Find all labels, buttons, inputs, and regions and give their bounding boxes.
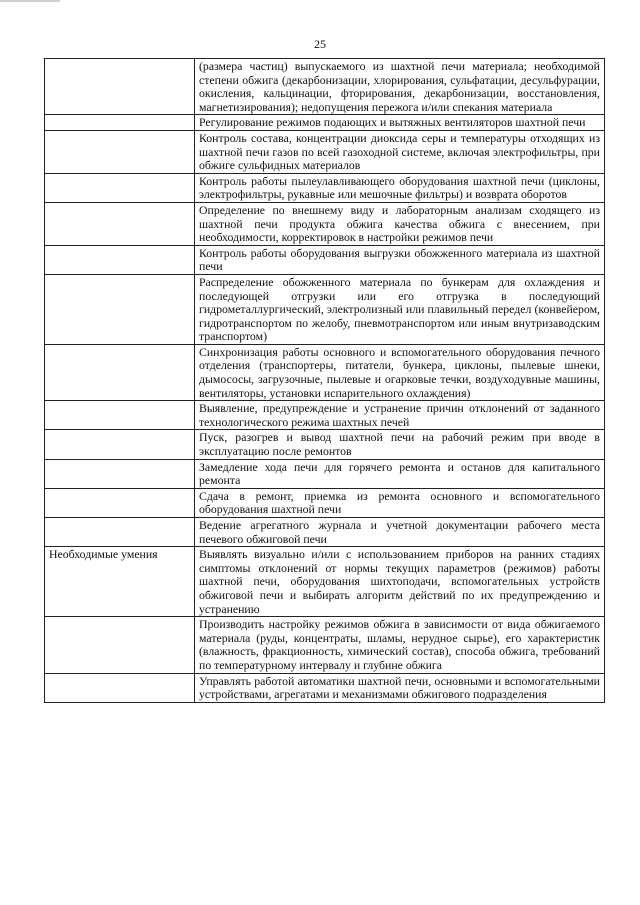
label-cell — [45, 245, 195, 274]
text-cell: Ведение агрегатного журнала и учетной документации рабочего места печевого обжиговой печи — [195, 518, 605, 547]
label-cell — [45, 115, 195, 131]
table-row — [45, 673, 605, 702]
table-row — [45, 130, 605, 173]
label-cell — [45, 59, 195, 115]
table-row — [45, 202, 605, 245]
label-cell — [45, 202, 195, 245]
table-row — [45, 274, 605, 344]
text-cell: Контроль работы оборудования выгрузки обожженного материала из шахтной печи — [195, 245, 605, 274]
table-row — [45, 488, 605, 517]
label-cell — [45, 430, 195, 459]
label-cell — [45, 488, 195, 517]
text-cell: Выявление, предупреждение и устранение причин отклонений от заданного технологического режима шахтных печей — [195, 401, 605, 430]
table-row — [45, 173, 605, 202]
text-cell: Сдача в ремонт, приемка из ремонта основного и вспомогательного оборудования шахтной печи — [195, 488, 605, 517]
label-cell — [45, 401, 195, 430]
competency-table — [44, 58, 605, 703]
scan-edge-mark — [0, 0, 60, 2]
table-row — [45, 430, 605, 459]
label-cell — [45, 173, 195, 202]
text-cell: Синхронизация работы основного и вспомогательного оборудования печного отделения (транспортеры, питатели, бункера, циклоны, пылевые шнеки, дымососы, загрузочные, пылевые и огарковые течки, воздуходувные машины, вентиляторы, установки испарительного охлаждения) — [195, 344, 605, 400]
text-cell: Управлять работой автоматики шахтной печи, основными и вспомогательными устройствами, агрегатами и механизмами обжигового подразделения — [195, 673, 605, 702]
text-cell: Регулирование режимов подающих и вытяжных вентиляторов шахтной печи — [195, 115, 605, 131]
table-row — [45, 401, 605, 430]
table-row — [45, 245, 605, 274]
table-row — [45, 459, 605, 488]
text-cell: Замедление хода печи для горячего ремонта и останов для капитального ремонта — [195, 459, 605, 488]
text-cell: Производить настройку режимов обжига в зависимости от вида обжигаемого материала (руды, концентраты, шламы, нерудное сырье), его характеристик (влажность, фракционность, химический состав), способа обжига, требований по температурному интервалу и глубине обжига — [195, 617, 605, 673]
label-cell — [45, 459, 195, 488]
text-cell: Контроль состава, концентрации диоксида серы и температуры отходящих из шахтной печи газов по всей газоходной системе, включая электрофильтры, при обжиге сульфидных материалов — [195, 130, 605, 173]
label-cell: Необходимые умения — [45, 547, 195, 617]
text-cell: Контроль работы пылеулавливающего оборудования шахтной печи (циклоны, электрофильтры, рукавные или мешочные фильтры) и возврата оборотов — [195, 173, 605, 202]
label-cell — [45, 617, 195, 673]
table-row — [45, 547, 605, 617]
text-cell: Распределение обожженного материала по бункерам для охлаждения и последующей отгрузки или его отгрузка в последующий гидрометаллургический, электролизный или плавильный передел (конвейером, гидротранспортом по желобу, пневмотранспортом или иным внутризаводским транспортом) — [195, 274, 605, 344]
label-cell — [45, 130, 195, 173]
label-cell — [45, 518, 195, 547]
label-cell — [45, 673, 195, 702]
table-row — [45, 115, 605, 131]
table-row — [45, 344, 605, 400]
label-cell — [45, 344, 195, 400]
table-row — [45, 518, 605, 547]
table-row — [45, 617, 605, 673]
text-cell: Определение по внешнему виду и лабораторным анализам сходящего из шахтной печи продукта обжига качества обжига с внесением, при необходимости, корректировок в настройки режимов печи — [195, 202, 605, 245]
text-cell: Пуск, разогрев и вывод шахтной печи на рабочий режим при вводе в эксплуатацию после ремонтов — [195, 430, 605, 459]
label-cell — [45, 274, 195, 344]
page-number: 25 — [314, 37, 326, 51]
text-cell: (размера частиц) выпускаемого из шахтной печи материала; необходимой степени обжига (декарбонизации, хлорирования, сульфатации, десульфурации, окисления, кальцинации, фторирования, декарбонизации, восстановления, магнетизирования); недопущения пережога и/или спекания материала — [195, 59, 605, 115]
text-cell: Выявлять визуально и/или с использованием приборов на ранних стадиях симптомы отклонений от нормы текущих параметров (режимов) работы шахтной печи, оборудования шихтоподачи, вспомогательных устройств обжиговой печи и выбирать алгоритм действий по их предупреждению и устранению — [195, 547, 605, 617]
table-row — [45, 59, 605, 115]
